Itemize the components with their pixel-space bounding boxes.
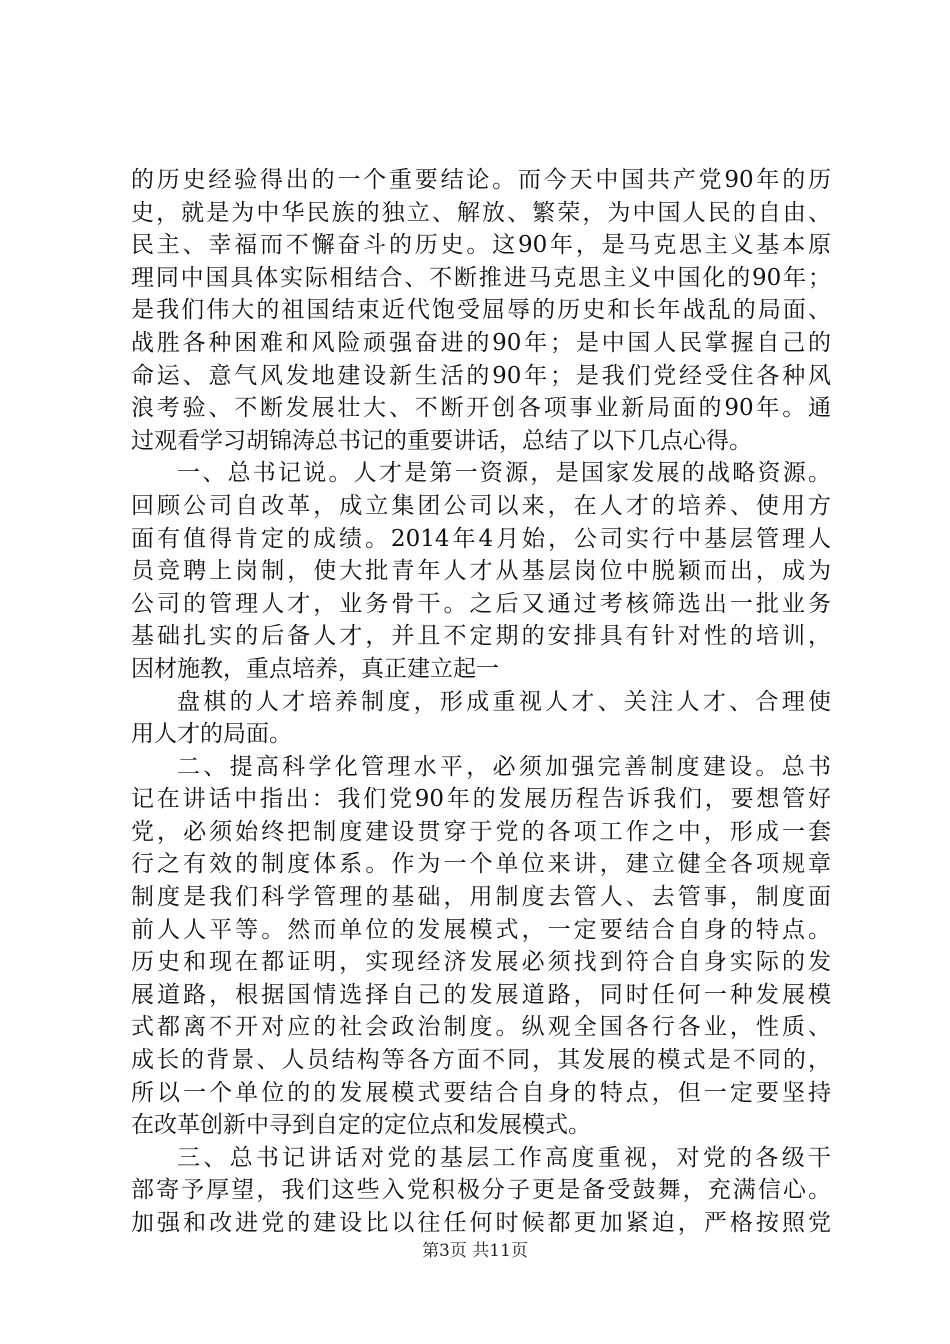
text-line: 是我们伟大的祖国结束近代饱受屈辱的历史和长年战乱的局面、: [131, 297, 831, 324]
text-line: 战胜各种困难和风险顽强奋进的90年；是中国人民掌握自己的: [131, 329, 831, 356]
text-line: 回顾公司自改革，成立集团公司以来，在人才的培养、使用方: [131, 492, 831, 519]
text-line: 民主、幸福而不懈奋斗的历史。这90年，是马克思主义基本原: [131, 232, 831, 259]
text-line: 二、提高科学化管理水平，必须加强完善制度建设。总书: [177, 753, 831, 780]
text-line: 式都离不开对应的社会政治制度。纵观全国各行各业，性质、: [131, 1014, 831, 1041]
text-line: 记在讲话中指出：我们党90年的发展历程告诉我们，要想管好: [131, 786, 831, 813]
text-line: 浪考验、不断发展壮大、不断开创各项事业新局面的90年。通: [131, 395, 831, 422]
text-line: 过观看学习胡锦涛总书记的重要讲话，总结了以下几点心得。: [131, 427, 752, 454]
text-line: 前人人平等。然而单位的发展模式，一定要结合自身的特点。: [131, 916, 831, 943]
text-line: 展道路，根据国情选择自己的发展道路，同时任何一种发展模: [131, 981, 831, 1008]
text-line: 因材施教，重点培养，真正建立起一: [131, 655, 499, 682]
text-line: 党，必须始终把制度建设贯穿于党的各项工作之中，形成一套: [131, 818, 831, 845]
text-line: 理同中国具体实际相结合、不断推进马克思主义中国化的90年；: [131, 264, 831, 291]
text-line: 的历史经验得出的一个重要结论。而今天中国共产党90年的历: [131, 167, 831, 193]
text-line: 基础扎实的后备人才，并且不定期的安排具有针对性的培训，: [131, 623, 831, 650]
text-line: 面有值得肯定的成绩。2014年4月始，公司实行中基层管理人: [131, 525, 831, 552]
text-line: 用人才的局面。: [131, 721, 292, 748]
text-line: 制度是我们科学管理的基础，用制度去管人、去管事，制度面: [131, 884, 831, 911]
text-line: 员竞聘上岗制，使大批青年人才从基层岗位中脱颖而出，成为: [131, 558, 831, 585]
text-line: 公司的管理人才，业务骨干。之后又通过考核筛选出一批业务: [131, 590, 831, 617]
text-line: 史，就是为中华民族的独立、解放、繁荣，为中国人民的自由、: [131, 199, 831, 226]
text-line: 所以一个单位的的发展模式要结合自身的特点，但一定要坚持: [131, 1079, 831, 1106]
text-line: 三、总书记讲话对党的基层工作高度重视，对党的各级干: [177, 1144, 831, 1171]
text-line: 在改革创新中寻到自定的定位点和发展模式。: [131, 1112, 591, 1139]
document-body: [131, 164, 831, 1240]
page-footer: 第3页 共11页: [422, 1241, 528, 1261]
text-line: 盘棋的人才培养制度，形成重视人才、关注人才、合理使: [177, 688, 831, 715]
text-line: 加强和改进党的建设比以往任何时候都更加紧迫，严格按照党: [131, 1210, 831, 1236]
text-line: 历史和现在都证明，实现经济发展必须找到符合自身实际的发: [131, 949, 831, 976]
text-line: 成长的背景、人员结构等各方面不同，其发展的模式是不同的，: [131, 1047, 831, 1074]
text-line: 行之有效的制度体系。作为一个单位来讲，建立健全各项规章: [131, 851, 831, 878]
text-line: 一、总书记说。人才是第一资源，是国家发展的战略资源。: [177, 460, 831, 487]
text-line: 部寄予厚望，我们这些入党积极分子更是备受鼓舞，充满信心。: [131, 1177, 831, 1204]
text-line: 命运、意气风发地建设新生活的90年；是我们党经受住各种风: [131, 362, 831, 389]
